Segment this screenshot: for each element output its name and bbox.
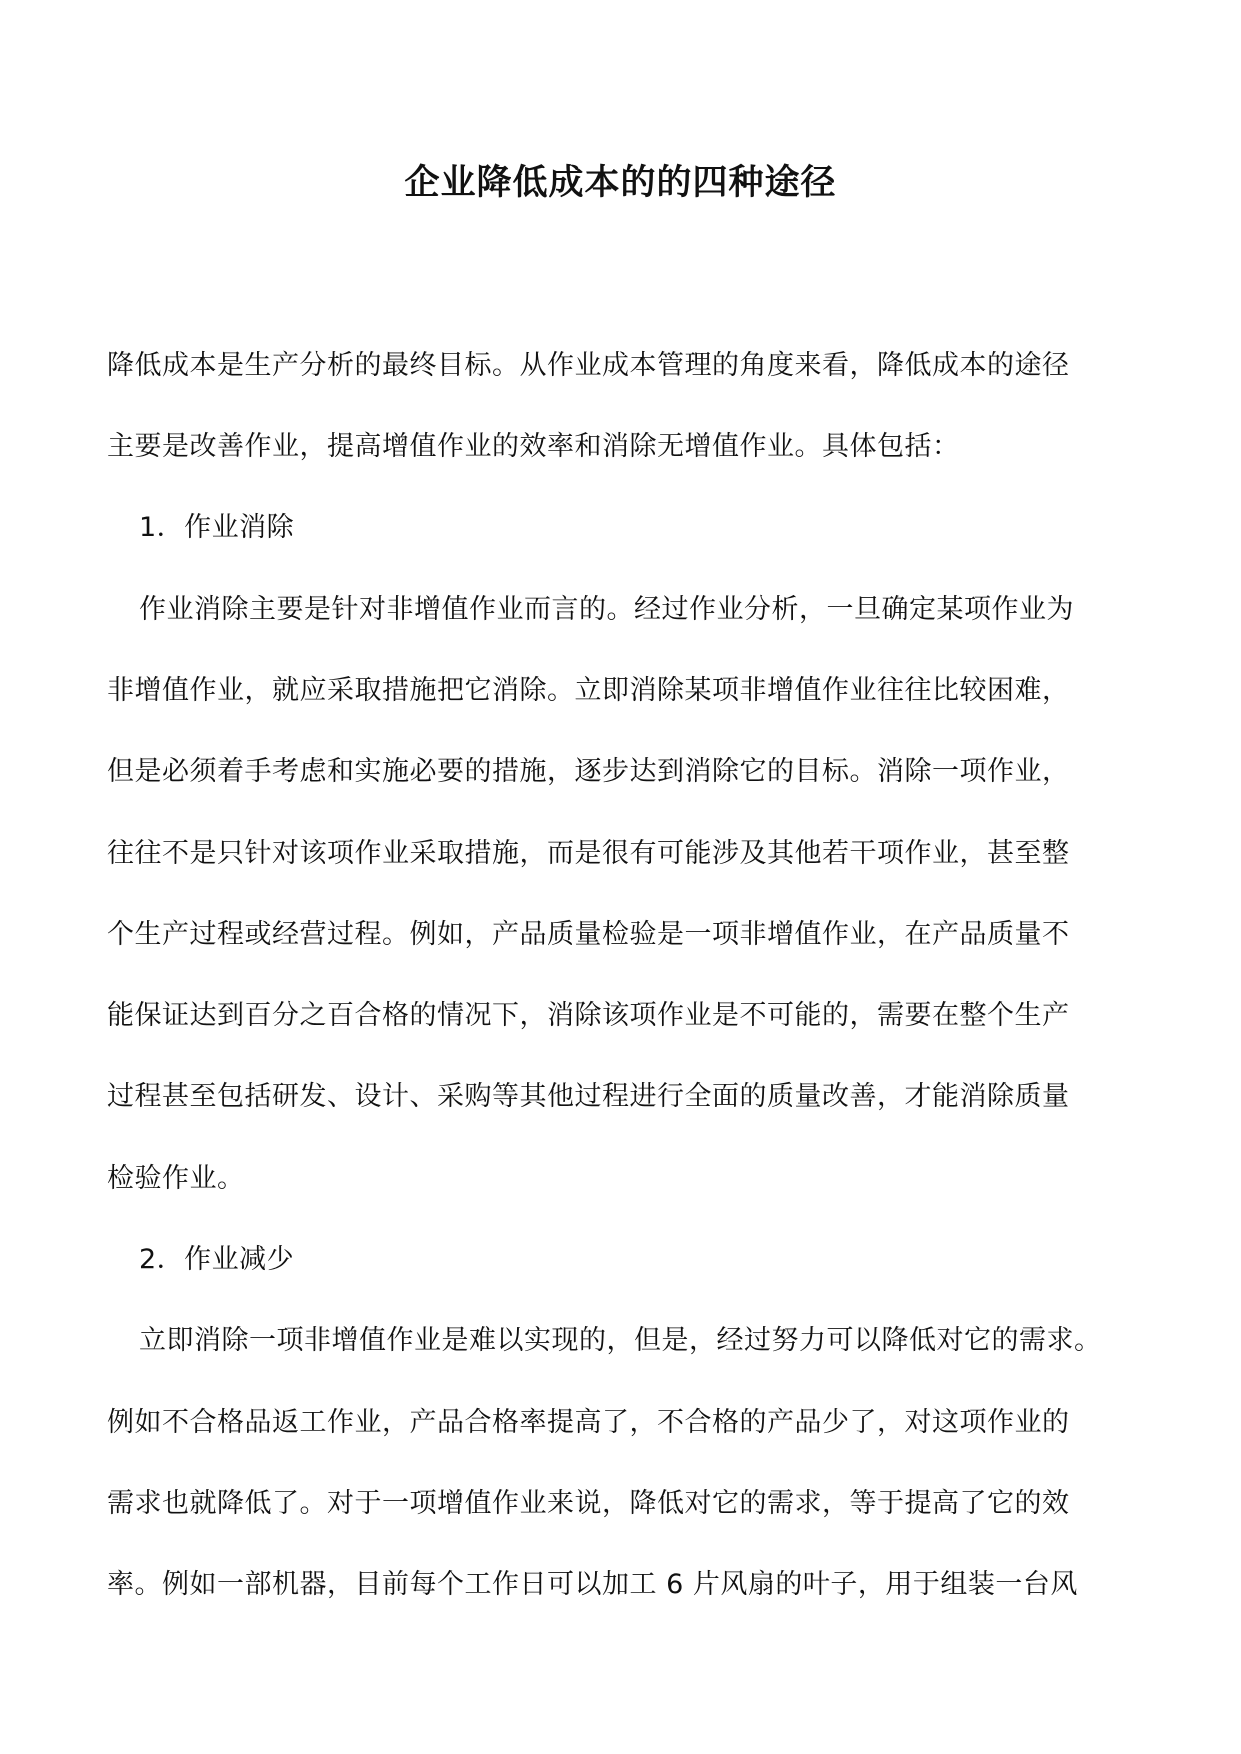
paragraph-line: 降低成本是生产分析的最终目标。从作业成本管理的角度来看，降低成本的途径 bbox=[107, 350, 1070, 381]
section-heading-1: 1．作业消除 bbox=[139, 512, 295, 543]
paragraph-line: 例如不合格品返工作业，产品合格率提高了，不合格的产品少了，对这项作业的 bbox=[107, 1407, 1070, 1438]
paragraph-line: 个生产过程或经营过程。例如，产品质量检验是一项非增值作业，在产品质量不 bbox=[107, 919, 1070, 950]
paragraph-line: 主要是改善作业，提高增值作业的效率和消除无增值作业。具体包括： bbox=[107, 431, 960, 462]
paragraph-line: 率。例如一部机器，目前每个工作日可以加工 6 片风扇的叶子，用于组装一台风 bbox=[107, 1569, 1078, 1600]
paragraph-line: 检验作业。 bbox=[107, 1163, 245, 1194]
paragraph-line: 需求也就降低了。对于一项增值作业来说，降低对它的需求，等于提高了它的效 bbox=[107, 1488, 1070, 1519]
paragraph-line: 作业消除主要是针对非增值作业而言的。经过作业分析，一旦确定某项作业为 bbox=[139, 594, 1074, 625]
paragraph-line: 非增值作业，就应采取措施把它消除。立即消除某项非增值作业往往比较困难， bbox=[107, 675, 1070, 706]
section-heading-2: 2．作业减少 bbox=[139, 1244, 295, 1275]
document-title: 企业降低成本的的四种途径 bbox=[404, 163, 837, 203]
paragraph-line: 能保证达到百分之百合格的情况下，消除该项作业是不可能的，需要在整个生产 bbox=[107, 1000, 1070, 1031]
paragraph-line: 立即消除一项非增值作业是难以实现的，但是，经过努力可以降低对它的需求。 bbox=[139, 1325, 1102, 1356]
paragraph-line: 往往不是只针对该项作业采取措施，而是很有可能涉及其他若干项作业，甚至整 bbox=[107, 838, 1070, 869]
paragraph-line: 但是必须着手考虑和实施必要的措施，逐步达到消除它的目标。消除一项作业， bbox=[107, 756, 1070, 787]
paragraph-line: 过程甚至包括研发、设计、采购等其他过程进行全面的质量改善，才能消除质量 bbox=[107, 1081, 1070, 1112]
